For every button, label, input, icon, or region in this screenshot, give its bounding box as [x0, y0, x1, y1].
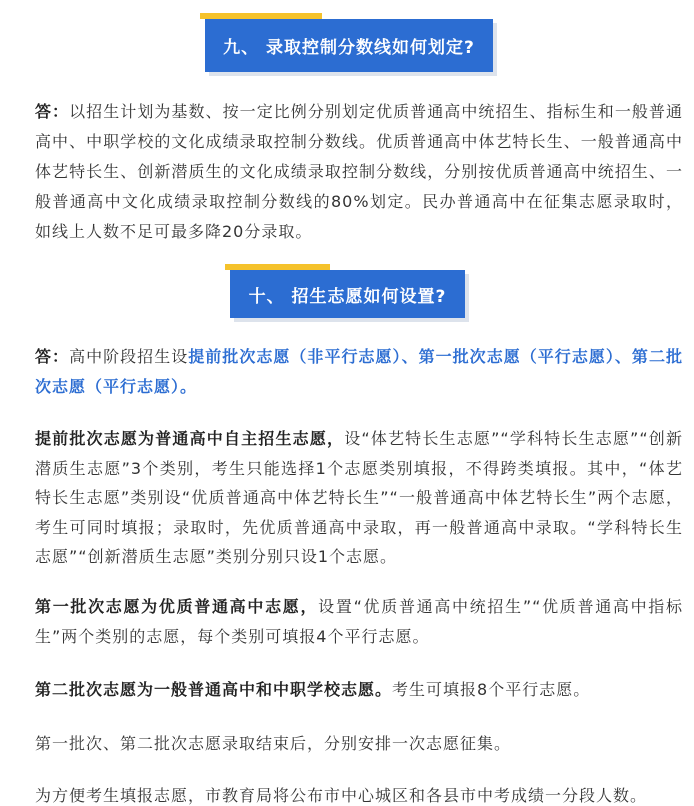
- second-batch-lead: 第二批次志愿为一般普通高中和中职学校志愿。: [35, 680, 393, 699]
- section-heading-9: [205, 19, 493, 72]
- early-batch-text: 设“体艺特长生志愿”“学科特长生志愿”“创新潜质生志愿”3个类别，考生只能选择1个志愿类别填报，不得跨类填报。其中，“体艺特长生志愿”类别设“优质普通高中体艺特长生”“一般普通高中体艺特长生”两个志愿，考生可同时填报；录取时，先优质普通高中录取，再一般普通高中录取。“学科特长生志愿”“创新潜质生志愿”类别分别只设1个志愿。: [35, 429, 683, 566]
- answer-label: 答：: [35, 102, 70, 121]
- publication-note-paragraph: [35, 787, 683, 805]
- answer-paragraph-9: [35, 97, 683, 247]
- section-heading-10: [230, 270, 465, 318]
- answer-label: 答：: [35, 347, 70, 366]
- answer-intro-text: 高中阶段招生设: [69, 347, 189, 366]
- section-heading-9-text: 九、 录取控制分数线如何划定?: [223, 38, 475, 58]
- second-batch-text: 考生可填报8个平行志愿。: [392, 680, 591, 699]
- early-batch-paragraph: [35, 424, 683, 572]
- answer-highlight-text: 提前批次志愿（非平行志愿）、第一批次志愿（平行志愿）、第二批次志愿（平行志愿）。: [35, 347, 683, 396]
- first-batch-text: 设置“优质普通高中统招生”“优质普通高中指标生”两个类别的志愿，每个类别可填报4个平行志愿。: [35, 597, 683, 646]
- early-batch-lead: 提前批次志愿为普通高中自主招生志愿，: [35, 429, 345, 448]
- answer-paragraph-10: [35, 342, 683, 401]
- section-heading-10-text: 十、 招生志愿如何设置?: [248, 286, 447, 307]
- first-batch-lead: 第一批次志愿为优质普通高中志愿，: [35, 597, 319, 616]
- second-batch-paragraph: [35, 675, 683, 705]
- answer-text: 以招生计划为基数、按一定比例分别划定优质普通高中统招生、指标生和一般普通高中、中职学校的文化成绩录取控制分数线。优质普通高中体艺特长生、一般普通高中体艺特长生、创新潜质生的文化成绩录取控制分数线，分别按优质普通高中统招生、一般普通高中文化成绩录取控制分数线的80%划定。民办普通高中在征集志愿录取时，如线上人数不足可最多降20分录取。: [35, 102, 683, 241]
- collection-note-text: 第一批次、第二批次志愿录取结束后，分别安排一次志愿征集。: [35, 734, 512, 753]
- first-batch-paragraph: [35, 592, 683, 651]
- publication-note-text: 为方便考生填报志愿，市教育局将公布市中心城区和各县市中考成绩一分段人数。: [35, 787, 648, 805]
- collection-note-paragraph: [35, 729, 683, 759]
